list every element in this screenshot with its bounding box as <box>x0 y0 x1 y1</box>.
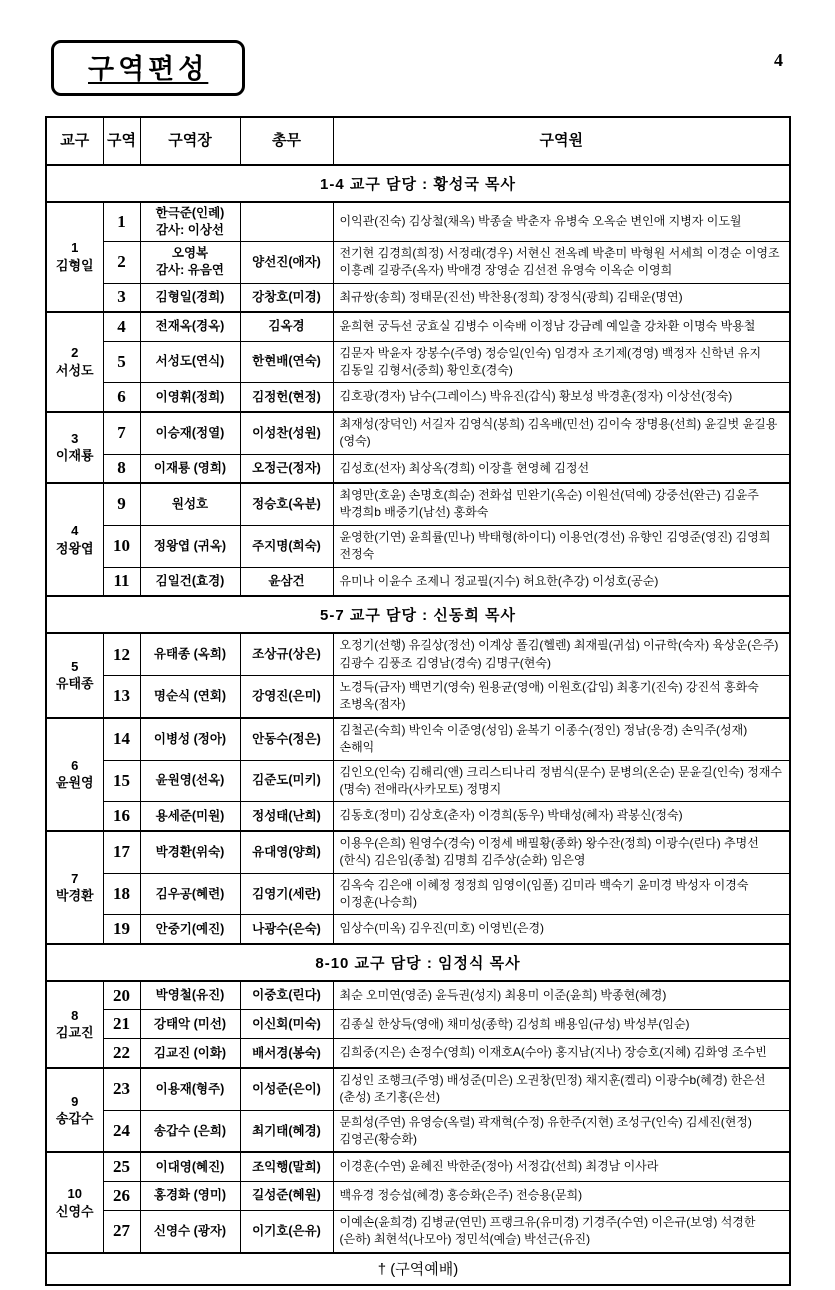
district-row <box>46 718 790 760</box>
district-row <box>46 633 790 675</box>
leader-cell <box>140 241 240 283</box>
parish-name: 유태종 <box>55 676 94 692</box>
district-number-cell: 3 <box>103 283 140 312</box>
section-header-row <box>46 165 790 202</box>
district-number-cell: 17 <box>103 831 140 873</box>
secretary-cell: 이기호(은유) <box>240 1210 333 1252</box>
secretary-cell: 김준도(미키) <box>240 760 333 802</box>
district-row <box>46 567 790 596</box>
district-row <box>46 873 790 915</box>
district-table <box>45 116 791 1286</box>
title-box <box>51 40 245 96</box>
table-footer-row <box>46 1253 790 1285</box>
district-row <box>46 760 790 802</box>
parish-number: 6 <box>71 757 79 773</box>
leader-cell <box>140 981 240 1010</box>
parish-name: 박경환 <box>55 888 94 904</box>
district-row <box>46 412 790 454</box>
leader-cell <box>140 802 240 831</box>
parish-name: 김형일 <box>55 258 94 274</box>
members-cell: 김호광(경자) 남수(그레이스) 박유진(갑식) 황보성 박경훈(정자) 이상선(정숙) <box>333 383 790 412</box>
secretary-cell: 안동수(정은) <box>240 718 333 760</box>
secretary-cell: 강영진(은미) <box>240 675 333 717</box>
section-header-row <box>46 596 790 633</box>
leader-cell <box>140 633 240 675</box>
parish-cell <box>46 1152 103 1252</box>
parish-name: 서성도 <box>55 362 94 378</box>
district-row <box>46 383 790 412</box>
leader-name: 이병성 (정아) <box>153 731 227 746</box>
secretary-cell: 나광수(은숙) <box>240 915 333 944</box>
district-number-cell: 13 <box>103 675 140 717</box>
district-number-cell: 5 <box>103 341 140 383</box>
section-header-title: 5-7 교구 담당 : 신동희 목사 <box>46 596 790 633</box>
leader-cell <box>140 567 240 596</box>
parish-number: 5 <box>71 658 79 674</box>
leader-cell <box>140 1110 240 1152</box>
leader-name: 윤원영(선옥) <box>155 773 225 788</box>
district-row <box>46 831 790 873</box>
leader-name: 원성호 <box>171 497 209 512</box>
leader-name: 박영철(유진) <box>155 988 225 1003</box>
leader-cell <box>140 312 240 341</box>
secretary-cell: 정승호(옥분) <box>240 483 333 525</box>
leader-name: 안중기(예진) <box>155 921 225 936</box>
parish-cell <box>46 483 103 596</box>
leader-name: 한극준(인례) <box>155 206 225 220</box>
leader-name: 홍경화 (영미) <box>153 1188 227 1203</box>
section-header-row <box>46 944 790 981</box>
leader-cell <box>140 483 240 525</box>
leader-name: 김교진 (이화) <box>153 1045 227 1060</box>
parish-number: 8 <box>71 1007 79 1023</box>
parish-number: 7 <box>71 870 79 886</box>
parish-number: 4 <box>71 523 79 539</box>
district-number-cell: 11 <box>103 567 140 596</box>
district-number-cell: 10 <box>103 525 140 567</box>
leader-cell <box>140 831 240 873</box>
district-row <box>46 202 790 241</box>
leader-name: 이대영(혜진) <box>155 1159 225 1174</box>
district-row <box>46 1010 790 1039</box>
members-cell: 임상수(미옥) 김우진(미호) 이영빈(은경) <box>333 915 790 944</box>
leader-name: 전재옥(경옥) <box>155 319 225 334</box>
district-number-cell: 24 <box>103 1110 140 1152</box>
district-row <box>46 312 790 341</box>
members-cell: 윤영한(기연) 윤희률(민나) 박태형(하이디) 이용언(경선) 유향인 김영준(영진) 김영희 전정숙 <box>333 525 790 567</box>
district-row <box>46 1210 790 1252</box>
page-title: 구역편성 <box>88 54 209 84</box>
secretary-cell: 배서경(봉숙) <box>240 1039 333 1068</box>
district-row <box>46 283 790 312</box>
leader-name: 정왕엽 (귀옥) <box>153 538 227 553</box>
leader-name: 서성도(연식) <box>155 354 225 369</box>
secretary-cell: 이신회(미숙) <box>240 1010 333 1039</box>
district-number-cell: 20 <box>103 981 140 1010</box>
leader-name: 용세준(미원) <box>155 808 225 823</box>
parish-cell <box>46 312 103 412</box>
district-number-cell: 21 <box>103 1010 140 1039</box>
leader-cell <box>140 1068 240 1110</box>
district-number-cell: 6 <box>103 383 140 412</box>
column-header-parish: 교구 <box>46 117 103 165</box>
column-header-district: 구역 <box>103 117 140 165</box>
district-row <box>46 1039 790 1068</box>
district-number-cell: 26 <box>103 1181 140 1210</box>
secretary-cell: 윤삼건 <box>240 567 333 596</box>
district-number-cell: 2 <box>103 241 140 283</box>
secretary-cell: 정성태(난희) <box>240 802 333 831</box>
leader-cell <box>140 1039 240 1068</box>
leader-cell <box>140 718 240 760</box>
members-cell: 김문자 박윤자 장봉수(주영) 정승일(인숙) 임경자 조기제(경영) 백정자 신학년 유지 김동일 김형서(중희) 황인호(경숙) <box>333 341 790 383</box>
district-table-body <box>46 165 790 1285</box>
parish-cell <box>46 412 103 483</box>
district-table-head <box>46 117 790 165</box>
leader-name: 김일건(효경) <box>155 573 225 588</box>
leader-name: 이승재(정열) <box>155 425 225 440</box>
members-cell: 이경훈(수연) 윤혜진 박한준(정아) 서정갑(선희) 최경남 이사라 <box>333 1152 790 1181</box>
leader-name: 김우공(혜련) <box>155 886 225 901</box>
members-cell: 문희성(주연) 유영승(옥렬) 곽재혁(수정) 유한주(지현) 조성구(인숙) 김세진(현정) 김영곤(황승화) <box>333 1110 790 1152</box>
district-number-cell: 16 <box>103 802 140 831</box>
members-cell: 김옥숙 김은애 이혜정 정정희 임영이(임폴) 김미라 백숙기 윤미경 박성자 이경숙 이정훈(나승희) <box>333 873 790 915</box>
parish-number: 1 <box>71 240 79 256</box>
leader-name: 강태악 (미선) <box>153 1016 227 1031</box>
secretary-cell: 유대영(양희) <box>240 831 333 873</box>
leader-name: 송갑수 (은희) <box>153 1123 227 1138</box>
parish-number: 2 <box>71 345 79 361</box>
parish-name: 신영수 <box>55 1203 94 1219</box>
district-row <box>46 981 790 1010</box>
leader-name: 이재룡 (영희) <box>153 460 227 475</box>
column-header-leader: 구역장 <box>140 117 240 165</box>
leader-name: 박경환(위숙) <box>155 844 225 859</box>
district-row <box>46 454 790 483</box>
members-cell: 최순 오미연(영준) 윤득권(성지) 최용미 이준(윤희) 박종현(혜경) <box>333 981 790 1010</box>
district-number-cell: 4 <box>103 312 140 341</box>
leader-name: 이영휘(정희) <box>155 389 225 404</box>
district-row <box>46 241 790 283</box>
secretary-cell: 한현배(연숙) <box>240 341 333 383</box>
district-row <box>46 483 790 525</box>
secretary-cell: 이성준(은이) <box>240 1068 333 1110</box>
members-cell: 김인오(인숙) 김해리(앤) 크리스티나리 정범식(문수) 문병의(온순) 문윤길(인숙) 정재수(명숙) 전애라(사카모토) 정명지 <box>333 760 790 802</box>
parish-number: 3 <box>71 430 79 446</box>
district-number-cell: 19 <box>103 915 140 944</box>
parish-name: 이재룡 <box>55 448 94 464</box>
district-number-cell: 1 <box>103 202 140 241</box>
leader-cell <box>140 1010 240 1039</box>
column-header-secretary: 총무 <box>240 117 333 165</box>
secretary-cell: 강창호(미경) <box>240 283 333 312</box>
secretary-cell: 조익행(말희) <box>240 1152 333 1181</box>
secretary-cell: 양선진(애자) <box>240 241 333 283</box>
leader-cell <box>140 525 240 567</box>
members-cell: 이예손(윤희경) 김병균(연민) 프랭크유(유미경) 기경주(수연) 이은규(보영) 석경한(은하) 최현석(나모아) 정민석(예슬) 박선근(유진) <box>333 1210 790 1252</box>
district-row <box>46 1181 790 1210</box>
leader-cell <box>140 454 240 483</box>
leader-cell <box>140 675 240 717</box>
district-row <box>46 1152 790 1181</box>
members-cell: 노경득(금자) 백면기(영숙) 원용균(영애) 이원호(갑임) 최홍기(진숙) 강진석 홍화숙 조병옥(점자) <box>333 675 790 717</box>
members-cell: 최재성(장덕인) 서길자 김영식(봉희) 김옥배(민선) 김이숙 장명용(선희) 윤길벗 윤길용(영숙) <box>333 412 790 454</box>
parish-name: 김교진 <box>55 1025 94 1041</box>
leader-cell <box>140 760 240 802</box>
secretary-cell: 이성찬(성원) <box>240 412 333 454</box>
district-number-cell: 14 <box>103 718 140 760</box>
district-row <box>46 915 790 944</box>
district-row <box>46 341 790 383</box>
district-number-cell: 23 <box>103 1068 140 1110</box>
district-number-cell: 7 <box>103 412 140 454</box>
members-cell: 이용우(은희) 원영수(경숙) 이정세 배필황(종화) 왕수잔(정희) 이광수(린다) 추명선(한식) 김은임(종철) 김명희 김주상(순화) 임은영 <box>333 831 790 873</box>
parish-name: 윤원영 <box>55 775 94 791</box>
district-row <box>46 525 790 567</box>
district-number-cell: 9 <box>103 483 140 525</box>
members-cell: 최규쌍(송희) 정태문(진선) 박찬용(정희) 장정식(광희) 김태운(명연) <box>333 283 790 312</box>
district-row <box>46 1068 790 1110</box>
section-header-title: 1-4 교구 담당 : 황성국 목사 <box>46 165 790 202</box>
leader-name: 이용재(형주) <box>155 1081 225 1096</box>
members-cell: 오정기(선행) 유길상(정선) 이계상 폴김(헬렌) 최재필(귀섭) 이규학(숙자) 육상운(은주) 김광수 김풍조 김영남(경숙) 김명구(현숙) <box>333 633 790 675</box>
column-header-members: 구역원 <box>333 117 790 165</box>
secretary-cell: 주지명(희숙) <box>240 525 333 567</box>
members-cell: 김성인 조행크(주영) 배성준(미은) 오권창(민정) 채지훈(켈리) 이광수b(혜경) 한은선(춘성) 조기홍(은선) <box>333 1068 790 1110</box>
district-number-cell: 18 <box>103 873 140 915</box>
parish-cell <box>46 718 103 831</box>
district-number-cell: 15 <box>103 760 140 802</box>
members-cell: 김성호(선자) 최상옥(경희) 이장흘 현영혜 김정선 <box>333 454 790 483</box>
leader-cell <box>140 283 240 312</box>
parish-cell <box>46 633 103 718</box>
parish-cell <box>46 1068 103 1153</box>
district-number-cell: 8 <box>103 454 140 483</box>
parish-cell <box>46 831 103 944</box>
parish-cell <box>46 202 103 312</box>
leader-cell <box>140 1152 240 1181</box>
members-cell: 김희중(지은) 손정수(영희) 이재호A(수아) 홍지남(지나) 장승호(지혜) 김화영 조수빈 <box>333 1039 790 1068</box>
district-number-cell: 12 <box>103 633 140 675</box>
members-cell: 김동호(정미) 김상호(춘자) 이경희(동우) 박태성(혜자) 곽봉신(정숙) <box>333 802 790 831</box>
secretary-cell: 이중호(린다) <box>240 981 333 1010</box>
leader-name: 유태종 (옥희) <box>153 647 227 662</box>
district-row <box>46 675 790 717</box>
leader-cell <box>140 383 240 412</box>
secretary-cell: 김영기(세란) <box>240 873 333 915</box>
secretary-cell: 오정근(정자) <box>240 454 333 483</box>
leader-name: 신영수 (광자) <box>153 1223 227 1238</box>
members-cell: 유미나 이윤수 조제니 정교필(지수) 허요한(추강) 이성호(공순) <box>333 567 790 596</box>
leader-cell <box>140 873 240 915</box>
section-header-title: 8-10 교구 담당 : 임정식 목사 <box>46 944 790 981</box>
table-header-row <box>46 117 790 165</box>
members-cell: 최영만(호윤) 손명호(희순) 전화섭 민완기(옥순) 이원선(덕예) 강중선(완근) 김윤주 박경희b 배중기(남선) 홍화숙 <box>333 483 790 525</box>
parish-name: 송갑수 <box>55 1111 94 1127</box>
parish-name: 정왕엽 <box>55 540 94 556</box>
district-number-cell: 25 <box>103 1152 140 1181</box>
parish-number: 9 <box>71 1093 79 1109</box>
secretary-cell: 김옥경 <box>240 312 333 341</box>
leader-cell <box>140 412 240 454</box>
secretary-cell <box>240 202 333 241</box>
worship-note: † (구역예배) <box>46 1253 790 1285</box>
district-row <box>46 802 790 831</box>
secretary-cell: 조상규(상은) <box>240 633 333 675</box>
parish-number: 10 <box>67 1186 82 1201</box>
members-cell: 김종실 한상득(영애) 채미성(종학) 김성희 배용임(규성) 박성부(임순) <box>333 1010 790 1039</box>
leader-cell <box>140 341 240 383</box>
leader-name: 오영복 <box>171 246 209 261</box>
members-cell: 백유경 정승섭(혜경) 홍승화(은주) 전승용(문희) <box>333 1181 790 1210</box>
leader-cell <box>140 202 240 241</box>
leader-name: 김형일(경희) <box>155 289 225 304</box>
district-row <box>46 1110 790 1152</box>
members-cell: 이익관(진숙) 김상철(채옥) 박종술 박춘자 유병숙 오옥순 변인애 지병자 이도월 <box>333 202 790 241</box>
leader-cell <box>140 1181 240 1210</box>
secretary-cell: 최기태(혜경) <box>240 1110 333 1152</box>
members-cell: 전기현 김경희(희정) 서정래(경우) 서현신 전옥례 박춘미 박형원 서세희 이경순 이영조 이흥례 길광주(옥자) 박애경 장영순 김선전 유영숙 이옥순 이영희 <box>333 241 790 283</box>
page-number: 4 <box>774 50 783 70</box>
leader-name: 명순식 (연회) <box>153 688 227 703</box>
members-cell: 윤희현 궁득선 궁효실 김병수 이숙배 이정남 강금례 예일출 강차환 이명숙 박용철 <box>333 312 790 341</box>
district-number-cell: 27 <box>103 1210 140 1252</box>
leader-auditor: 감사: 유음연 <box>155 263 224 278</box>
leader-cell <box>140 915 240 944</box>
secretary-cell: 길성준(혜원) <box>240 1181 333 1210</box>
district-number-cell: 22 <box>103 1039 140 1068</box>
secretary-cell: 김정헌(현정) <box>240 383 333 412</box>
members-cell: 김철곤(숙희) 박인숙 이준영(성임) 윤복기 이종수(정인) 정남(응경) 손익주(성재) 손해익 <box>333 718 790 760</box>
leader-auditor: 감사: 이상선 <box>155 222 224 237</box>
parish-cell <box>46 981 103 1068</box>
leader-cell <box>140 1210 240 1252</box>
